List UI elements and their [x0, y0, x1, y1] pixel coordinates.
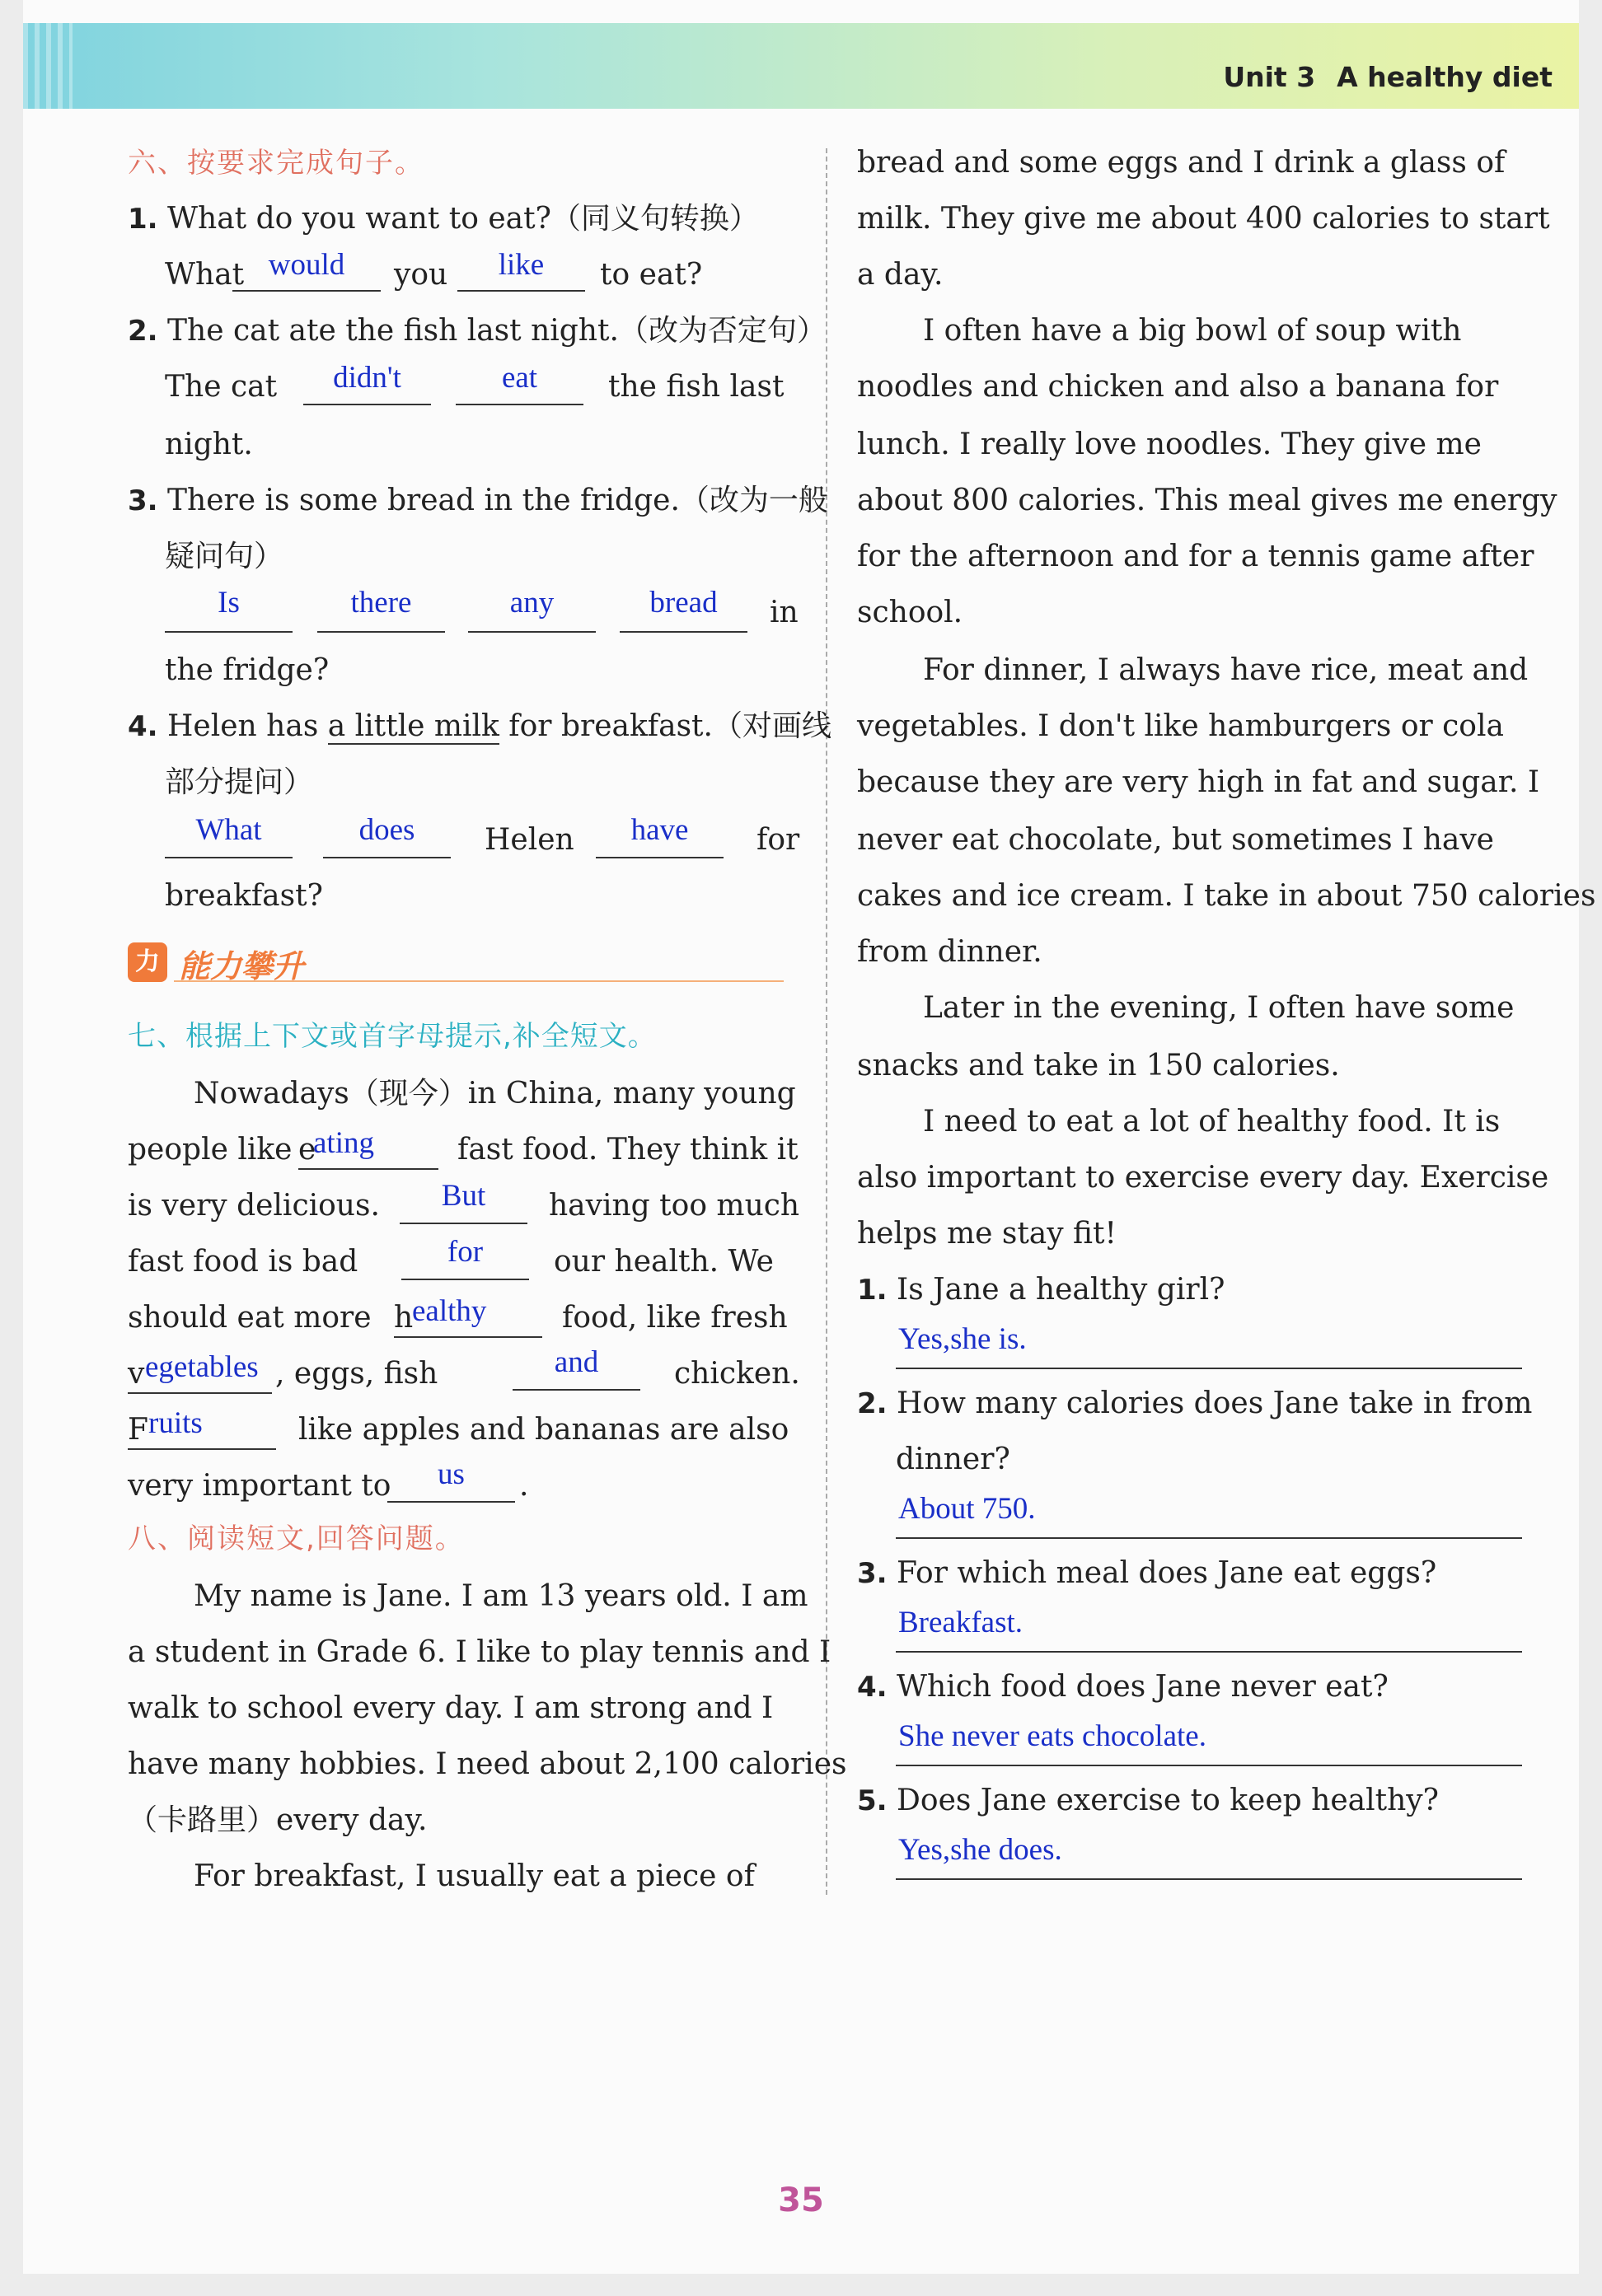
s8-right-line-7: about 800 calories. This meal gives me energy — [857, 484, 1558, 517]
rq5-number: 5. — [857, 1784, 888, 1817]
q4-line4: breakfast? — [165, 879, 323, 913]
q4-underlined-phrase: a little milk — [327, 709, 499, 743]
unit-header — [1223, 61, 1553, 93]
header-stripes — [23, 23, 73, 109]
rq5-text: Does Jane exercise to keep healthy? — [897, 1784, 1439, 1817]
s8-right-line-19: also important to exercise every day. Exercise — [857, 1161, 1549, 1195]
q1-prefix: What — [165, 258, 245, 292]
s8-right-line-10: For dinner, I always have rice, meat and — [923, 653, 1529, 687]
s8-right-line-5: noodles and chicken and also a banana for — [857, 370, 1499, 404]
q3-in: in — [770, 596, 799, 629]
q1-sentence: What do you want to eat?（同义句转换） — [167, 202, 759, 236]
q4-blank-2 — [323, 857, 451, 858]
s8-right-line-15: from dinner. — [857, 935, 1042, 969]
q1-blank-2 — [457, 290, 585, 292]
q2-blank-2 — [456, 404, 583, 405]
q4-text — [128, 708, 831, 745]
q3-text-2: 疑问句） — [165, 540, 284, 573]
s8-left-line-6: For breakfast, I usually eat a piece of — [194, 1859, 755, 1893]
s7-line2a: people like — [128, 1133, 293, 1167]
q1-mid: you — [394, 258, 448, 292]
q2-answer-2[interactable]: eat — [501, 361, 538, 395]
q3-blank-2 — [317, 631, 445, 633]
s7-line3b: having too much — [549, 1189, 800, 1223]
ability-section-bar — [128, 938, 787, 987]
s7-w7-prefix: F — [128, 1413, 148, 1447]
s7-blank-2 — [400, 1223, 527, 1224]
s8-right-line-11: vegetables. I don't like hamburgers or cola — [857, 709, 1504, 743]
s8-right-line-17: snacks and take in 150 calories. — [857, 1049, 1340, 1083]
q3-answer-1[interactable]: Is — [218, 586, 240, 620]
section8-heading: 八、阅读短文,回答问题。 — [128, 1522, 465, 1555]
q3-answer-3[interactable]: any — [509, 586, 555, 620]
rq4-text: Which food does Jane never eat? — [897, 1670, 1389, 1704]
column-divider — [826, 148, 827, 1895]
s7-line5a: should eat more — [128, 1301, 372, 1335]
rq4-answer[interactable]: She never eats chocolate. — [898, 1719, 1206, 1753]
s7-answer-3[interactable]: for — [447, 1235, 484, 1269]
s7-w4-prefix: h — [394, 1301, 414, 1335]
s7-w1-prefix: e — [298, 1133, 316, 1167]
rq2-question-2: dinner? — [896, 1443, 1010, 1476]
ability-badge-icon: 力 — [128, 942, 167, 982]
q4-number: 4. — [128, 710, 158, 743]
s8-right-line-2: milk. They give me about 400 calories to start — [857, 202, 1550, 236]
q1-number: 1. — [128, 203, 158, 236]
s8-right-line-1: bread and some eggs and I drink a glass of — [857, 146, 1506, 180]
rq2-number: 2. — [857, 1387, 888, 1420]
q4-answer-2[interactable]: does — [358, 813, 415, 847]
s7-blank-4 — [394, 1336, 542, 1338]
q1-text — [128, 201, 759, 237]
q4-sentence-b: for breakfast.（对画线 — [499, 709, 831, 743]
q1-blank-1 — [232, 290, 381, 292]
s7-line6b: chicken. — [674, 1357, 800, 1391]
q4-answer-3[interactable]: have — [630, 813, 689, 847]
q2-line3: night. — [165, 428, 253, 461]
q1-suffix: to eat? — [600, 258, 703, 292]
s7-line4a: fast food is bad — [128, 1245, 358, 1279]
q4-blank-3 — [596, 857, 724, 858]
q3-number: 3. — [128, 484, 158, 517]
q2-prefix: The cat — [165, 370, 278, 404]
s8-left-line-4: have many hobbies. I need about 2,100 calories — [128, 1747, 847, 1781]
rq3-text: For which meal does Jane eat eggs? — [897, 1556, 1437, 1590]
s7-line4b: our health. We — [554, 1245, 774, 1279]
q2-text — [128, 313, 827, 349]
rq1-answer-line — [896, 1368, 1522, 1369]
s8-right-line-3: a day. — [857, 258, 944, 292]
q3-blank-1 — [165, 631, 293, 633]
rq5-answer[interactable]: Yes,she does. — [898, 1833, 1062, 1867]
s7-answer-8[interactable]: us — [438, 1457, 465, 1491]
s8-right-line-20: helps me stay fit! — [857, 1217, 1117, 1251]
q1-answer-2[interactable]: like — [498, 248, 545, 282]
q4-blank-1 — [165, 857, 293, 858]
rq1-text: Is Jane a healthy girl? — [897, 1273, 1225, 1307]
s7-line8b: . — [519, 1469, 529, 1503]
q3-text — [128, 483, 828, 519]
rq4-question — [857, 1669, 1389, 1705]
s7-line7: like apples and bananas are also — [298, 1413, 789, 1447]
rq5-answer-line — [896, 1878, 1522, 1880]
q4-text-2: 部分提问） — [165, 765, 314, 799]
rq3-question — [857, 1555, 1436, 1592]
s7-answer-6[interactable]: and — [554, 1345, 599, 1379]
s7-answer-4[interactable]: ealthy — [412, 1294, 487, 1328]
s8-right-line-9: school. — [857, 596, 963, 629]
s7-line1: Nowadays（现今）in China, many young — [194, 1077, 796, 1111]
s8-left-line-2: a student in Grade 6. I like to play tennis and I — [128, 1635, 831, 1669]
q4-helen: Helen — [485, 823, 574, 857]
rq1-question — [857, 1272, 1225, 1308]
s7-blank-8 — [387, 1501, 515, 1503]
s7-answer-5[interactable]: egetables — [145, 1350, 259, 1384]
section7-heading: 七、根据上下文或首字母提示,补全短文。 — [128, 1020, 657, 1053]
s7-line8a: very important to — [128, 1469, 391, 1503]
rq4-answer-line — [896, 1765, 1522, 1766]
q2-sentence: The cat ate the fish last night.（改为否定句） — [167, 314, 827, 348]
q2-blank-1 — [303, 404, 431, 405]
s7-answer-2[interactable]: But — [441, 1179, 486, 1213]
s8-right-line-4: I often have a big bowl of soup with — [923, 314, 1462, 348]
s8-right-line-18: I need to eat a lot of healthy food. It is — [923, 1105, 1501, 1139]
s7-blank-1 — [298, 1168, 438, 1170]
s7-blank-7 — [128, 1448, 276, 1450]
q2-answer-1[interactable]: didn't — [333, 361, 401, 395]
q3-answer-2[interactable]: there — [350, 586, 412, 620]
rq3-number: 3. — [857, 1557, 888, 1590]
s7-line5b: food, like fresh — [562, 1301, 788, 1335]
q3-sentence: There is some bread in the fridge.（改为一般 — [167, 484, 828, 517]
s7-blank-6 — [513, 1389, 640, 1391]
rq2-question — [857, 1386, 1532, 1422]
q4-for: for — [756, 823, 800, 857]
q4-answer-1[interactable]: What — [195, 813, 262, 847]
s7-w5-prefix: v — [128, 1357, 145, 1391]
rq3-answer-line — [896, 1651, 1522, 1653]
rq4-number: 4. — [857, 1671, 888, 1704]
ability-label: 能力攀升 — [179, 948, 305, 984]
s8-right-line-13: never eat chocolate, but sometimes I have — [857, 823, 1494, 857]
rq1-answer[interactable]: Yes,she is. — [898, 1322, 1027, 1356]
s8-right-line-12: because they are very high in fat and sugar. I — [857, 765, 1540, 799]
s7-line6a: , eggs, fish — [275, 1357, 438, 1391]
s7-blank-3 — [401, 1279, 529, 1280]
s7-line2b: fast food. They think it — [457, 1133, 799, 1167]
s8-right-line-6: lunch. I really love noodles. They give me — [857, 428, 1482, 461]
ability-rule — [174, 980, 784, 982]
unit-title: A healthy diet — [1337, 61, 1553, 93]
s7-line3a: is very delicious. — [128, 1189, 380, 1223]
q3-blank-3 — [468, 631, 596, 633]
q2-number: 2. — [128, 315, 158, 348]
q3-answer-4[interactable]: bread — [649, 586, 718, 620]
s7-blank-5 — [128, 1392, 272, 1394]
q3-blank-4 — [620, 631, 747, 633]
q3-line4: the fridge? — [165, 653, 330, 687]
rq1-number: 1. — [857, 1274, 888, 1307]
page-number: 35 — [778, 2181, 824, 2219]
rq3-answer[interactable]: Breakfast. — [898, 1606, 1024, 1639]
s8-left-line-5: （卡路里）every day. — [128, 1803, 428, 1837]
s8-right-line-8: for the afternoon and for a tennis game after — [857, 540, 1534, 573]
q1-answer-1[interactable]: would — [268, 248, 345, 282]
s8-right-line-16: Later in the evening, I often have some — [923, 991, 1515, 1025]
s8-left-line-3: walk to school every day. I am strong and I — [128, 1691, 774, 1725]
unit-number: Unit 3 — [1223, 61, 1316, 93]
s8-left-line-1: My name is Jane. I am 13 years old. I am — [194, 1579, 808, 1613]
q4-sentence-a: Helen has — [167, 709, 328, 743]
section6-heading: 六、按要求完成句子。 — [128, 147, 424, 180]
s7-answer-7[interactable]: ruits — [148, 1406, 203, 1440]
s8-right-line-14: cakes and ice cream. I take in about 750 calories — [857, 879, 1596, 913]
rq5-question — [857, 1783, 1439, 1819]
rq2-answer-line — [896, 1537, 1522, 1539]
rq2-answer[interactable]: About 750. — [898, 1492, 1036, 1526]
q2-suffix: the fish last — [608, 370, 785, 404]
rq2-text: How many calories does Jane take in from — [897, 1386, 1533, 1420]
s7-answer-1[interactable]: ating — [313, 1126, 374, 1160]
